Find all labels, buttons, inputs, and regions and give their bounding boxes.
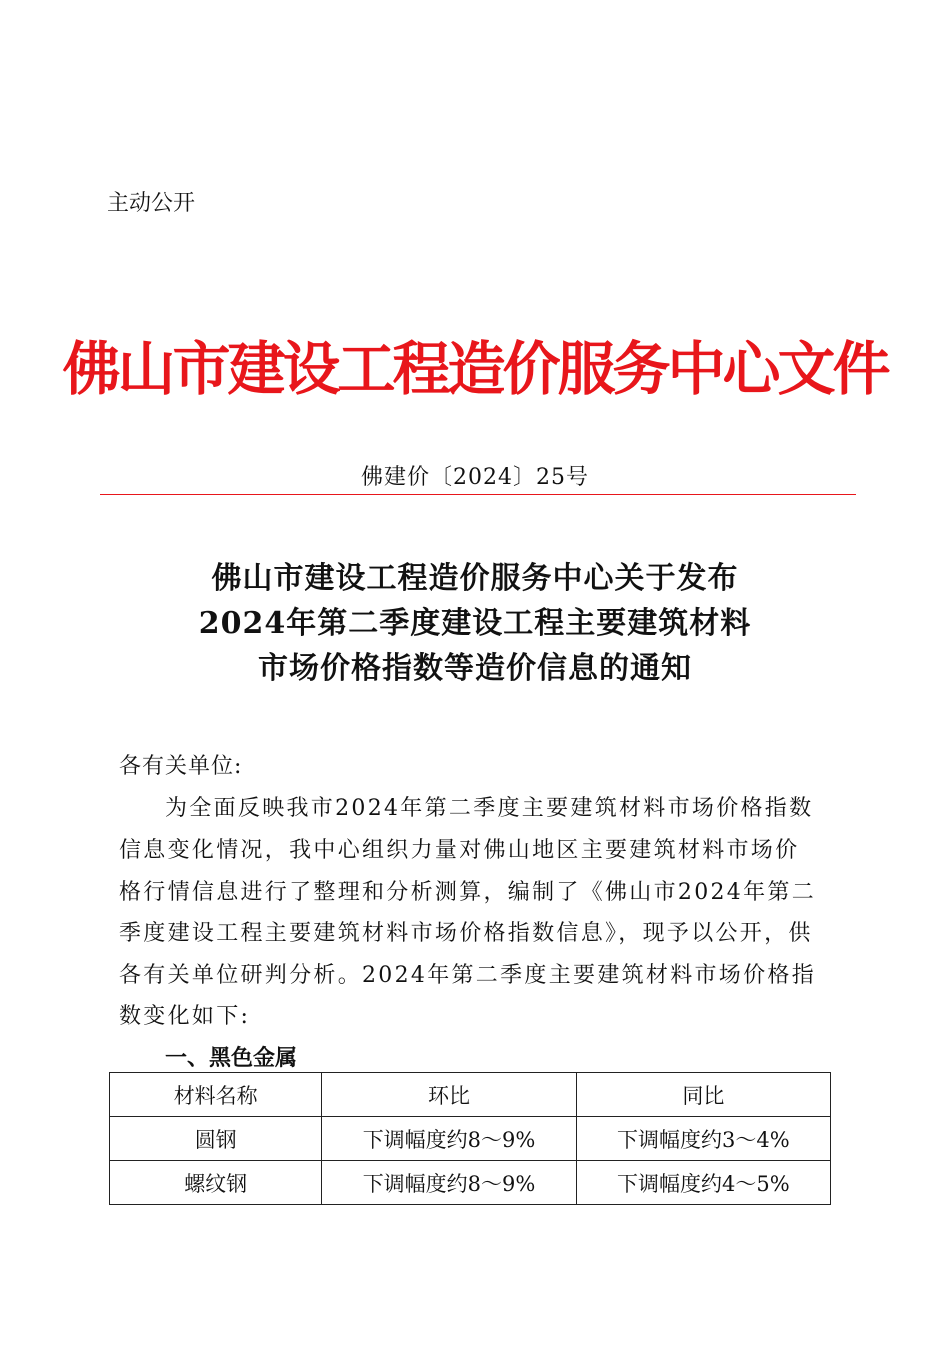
month-on-month-cell: 下调幅度约8～9% <box>322 1117 576 1161</box>
salutation: 各有关单位: <box>119 754 243 779</box>
body-paragraph-line: 季度建设工程主要建筑材料市场价格指数信息》，现予以公开，供 <box>119 921 813 946</box>
price-index-table <box>109 1072 831 1205</box>
red-divider-line <box>100 494 856 495</box>
body-paragraph-line: 数变化如下: <box>119 1004 251 1029</box>
body-paragraph-line: 各有关单位研判分析。2024年第二季度主要建筑材料市场价格指 <box>119 963 816 988</box>
table-row <box>110 1161 831 1205</box>
notice-title <box>0 556 950 691</box>
body-paragraph-line: 信息变化情况，我中心组织力量对佛山地区主要建筑材料市场价 <box>119 838 800 863</box>
section-heading: 一、黑色金属 <box>165 1046 298 1071</box>
document-header-title: 佛山市建设工程造价服务中心文件 <box>62 335 888 403</box>
title-line: 市场价格指数等造价信息的通知 <box>258 651 692 686</box>
body-paragraph-line: 为全面反映我市2024年第二季度主要建筑材料市场价格指数 <box>165 796 814 821</box>
year-on-year-cell: 下调幅度约3～4% <box>576 1117 830 1161</box>
body-paragraph-line: 格行情信息进行了整理和分析测算，编制了《佛山市2024年第二 <box>119 880 816 905</box>
table-row <box>110 1117 831 1161</box>
material-name-cell: 圆钢 <box>110 1117 322 1161</box>
column-header-month-on-month: 环比 <box>322 1073 576 1117</box>
document-number: 佛建价〔2024〕25号 <box>361 465 589 490</box>
disclosure-label: 主动公开 <box>107 191 196 216</box>
month-on-month-cell: 下调幅度约8～9% <box>322 1161 576 1205</box>
material-name-cell: 螺纹钢 <box>110 1161 322 1205</box>
table-header-row <box>110 1073 831 1117</box>
column-header-year-on-year: 同比 <box>576 1073 830 1117</box>
title-line: 佛山市建设工程造价服务中心关于发布 <box>211 561 739 596</box>
year-on-year-cell: 下调幅度约4～5% <box>576 1161 830 1205</box>
column-header-material: 材料名称 <box>110 1073 322 1117</box>
title-line: 2024年第二季度建设工程主要建筑材料 <box>198 606 752 641</box>
